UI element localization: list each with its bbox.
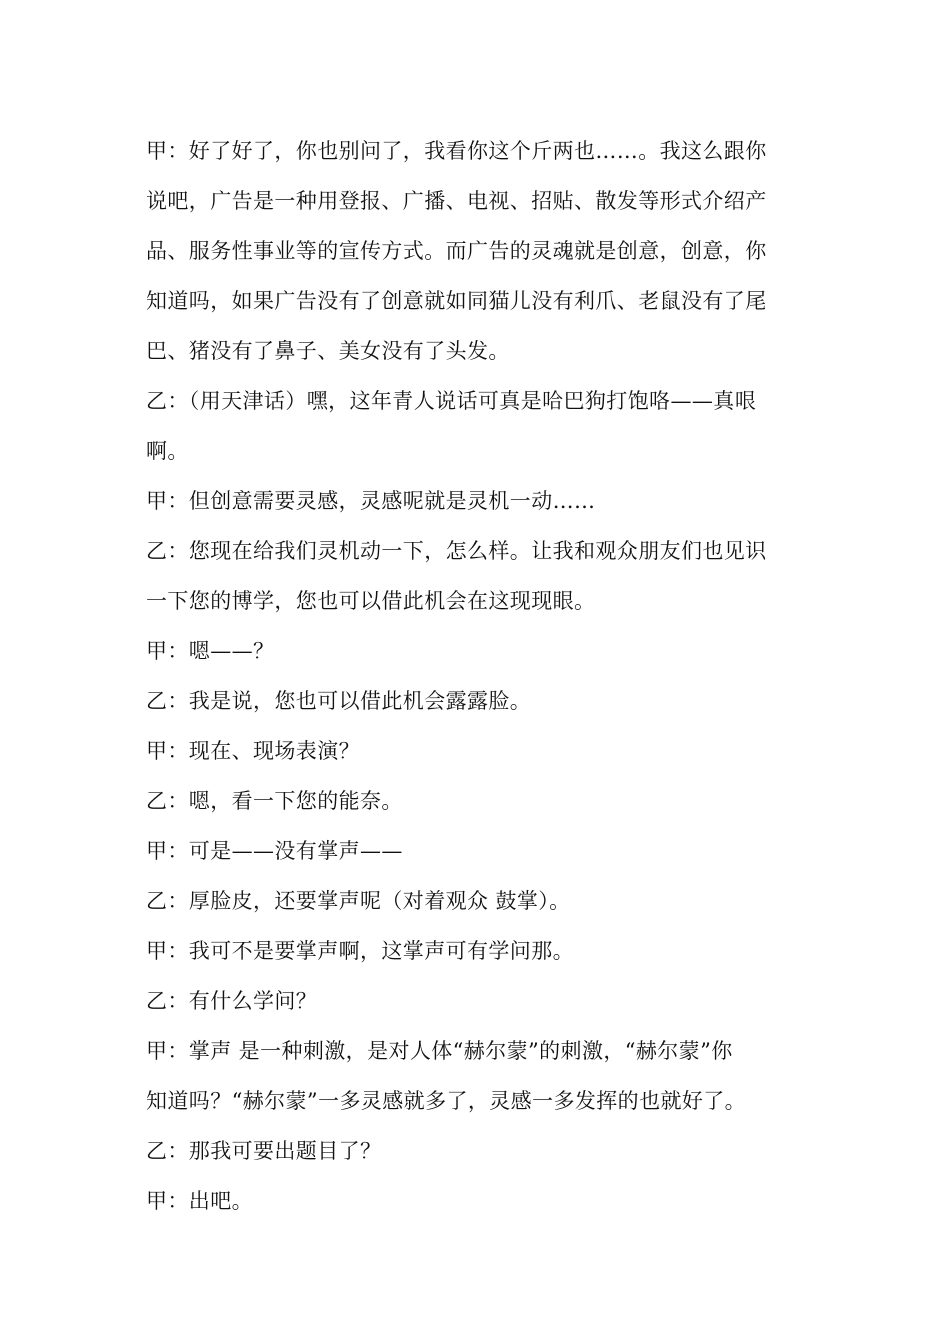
text-line: 乙：嗯，看一下您的能奈。 — [146, 789, 403, 813]
text-line: 知道吗，如果广告没有了创意就如同猫儿没有利爪、老鼠没有了尾 — [146, 289, 767, 313]
text-line: 说吧，广告是一种用登报、广播、电视、招贴、散发等形式介绍产 — [146, 189, 767, 213]
text-line: 一下您的博学，您也可以借此机会在这现现眼。 — [146, 589, 596, 613]
text-line: 知道吗？“赫尔蒙”一多灵感就多了，灵感一多发挥的也就好了。 — [146, 1089, 747, 1113]
text-line: 甲：现在、现场表演？ — [146, 739, 360, 763]
text-line: 乙：有什么学问？ — [146, 989, 318, 1013]
text-line: 甲：掌声 是一种刺激，是对人体“赫尔蒙”的刺激，“赫尔蒙”你 — [146, 1039, 733, 1063]
text-line: 甲：但创意需要灵感，灵感呢就是灵机一动…… — [146, 489, 596, 513]
text-line: 乙：（用天津话）嘿，这年青人说话可真是哈巴狗打饱咯——真哏 — [146, 389, 757, 413]
text-line: 甲：出吧。 — [146, 1189, 253, 1213]
text-line: 甲：我可不是要掌声啊，这掌声可有学问那。 — [146, 939, 574, 963]
text-line: 乙：您现在给我们灵机动一下，怎么样。让我和观众朋友们也见识 — [146, 539, 767, 563]
text-line: 甲：嗯——？ — [146, 639, 275, 663]
text-line: 啊。 — [146, 439, 189, 463]
text-line: 乙：厚脸皮，还要掌声呢（对着观众 鼓掌）。 — [146, 889, 571, 913]
dialogue-text — [146, 126, 806, 1226]
text-line: 甲：可是——没有掌声—— — [146, 839, 403, 863]
text-line: 乙：我是说，您也可以借此机会露露脸。 — [146, 689, 532, 713]
text-line: 甲：好了好了，你也别问了，我看你这个斤两也……。我这么跟你 — [146, 139, 767, 163]
text-line: 品、服务性事业等的宣传方式。而广告的灵魂就是创意，创意，你 — [146, 239, 767, 263]
text-line: 乙：那我可要出题目了？ — [146, 1139, 382, 1163]
text-line: 巴、猪没有了鼻子、美女没有了头发。 — [146, 339, 510, 363]
